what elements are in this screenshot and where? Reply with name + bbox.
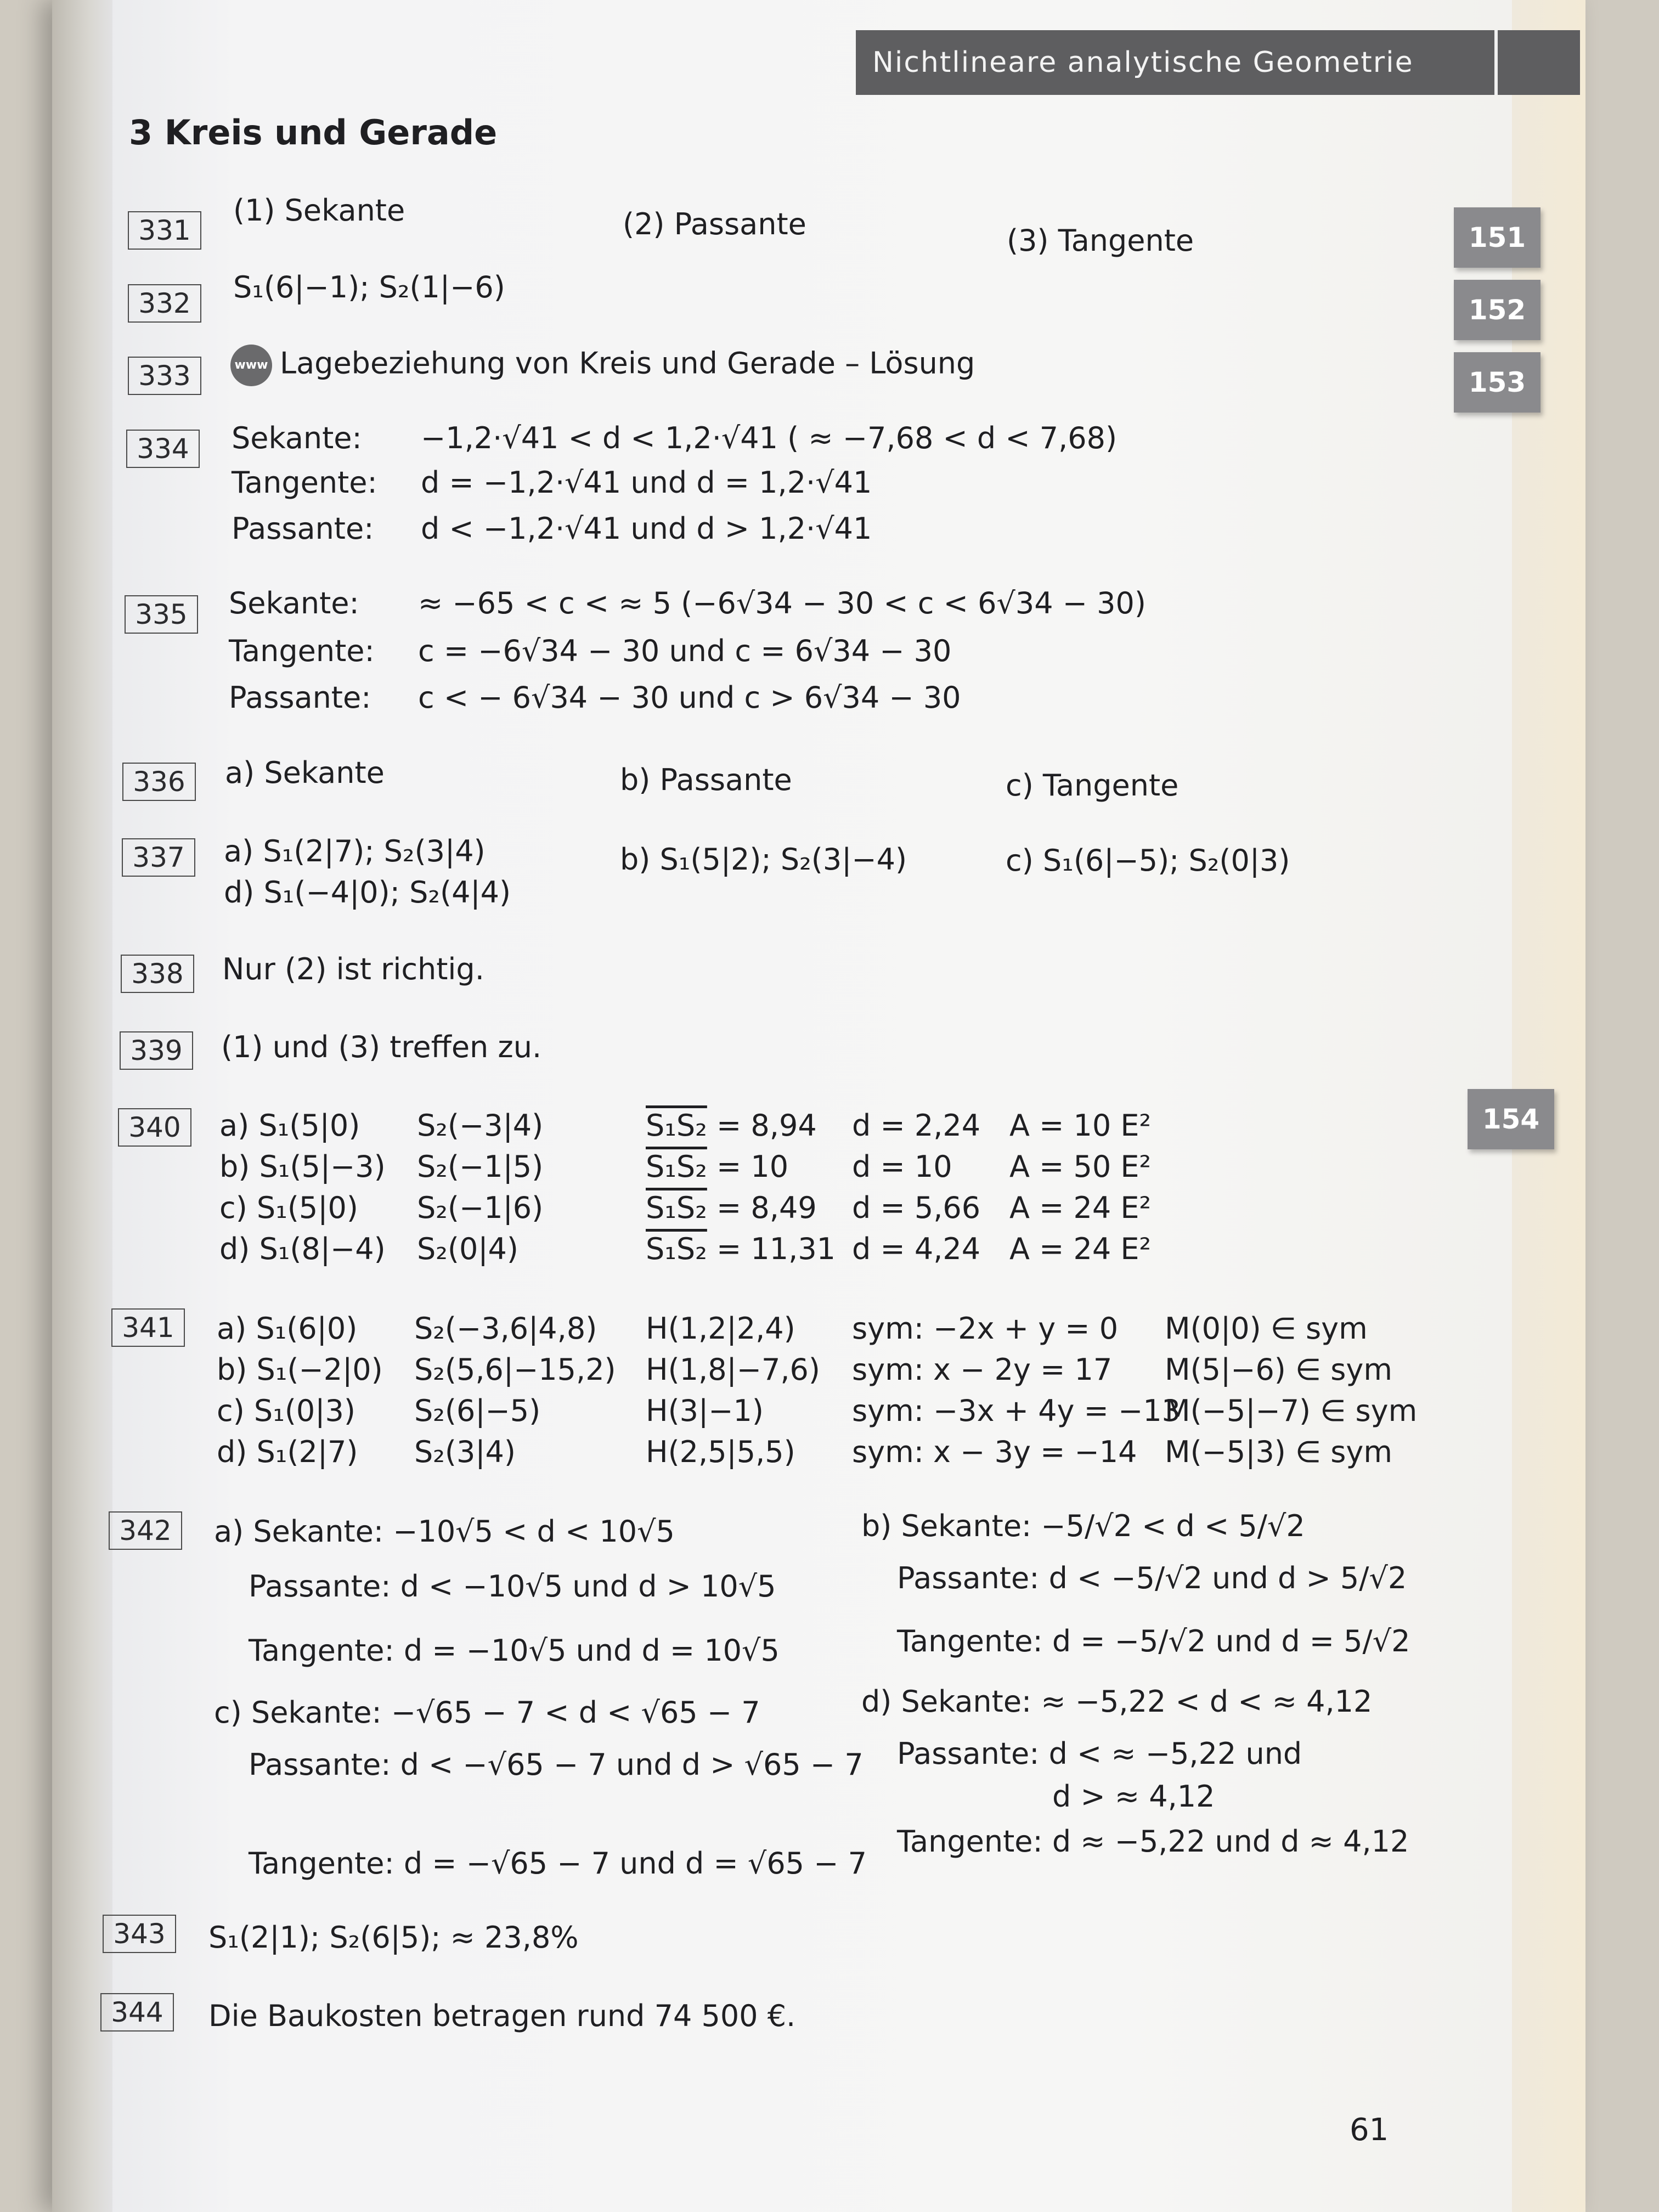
answer-text: Tangente: d = −√65 − 7 und d = √65 − 7 — [249, 1846, 867, 1881]
answer-text: d) Sekante: ≈ −5,22 < d < ≈ 4,12 — [861, 1684, 1373, 1719]
answer-text: a) S₁(2|7); S₂(3|4) — [224, 834, 486, 868]
answer-text: b) S₁(5|2); S₂(3|−4) — [620, 842, 907, 877]
table-cell: S₂(−1|6) — [417, 1190, 544, 1225]
table-cell: sym: x − 3y = −14 — [852, 1435, 1137, 1469]
answer-text: Die Baukosten betragen rund 74 500 €. — [208, 1999, 796, 2033]
table-cell: b) S₁(5|−3) — [219, 1149, 386, 1184]
table-cell: A = 24 E² — [1009, 1190, 1152, 1225]
table-cell: A = 10 E² — [1009, 1108, 1152, 1143]
section-title: 3 Kreis und Gerade — [129, 112, 498, 153]
answer-text: Passante: d < −√65 − 7 und d > √65 − 7 — [249, 1747, 864, 1782]
table-cell: S₁S₂ = 8,49 — [646, 1190, 817, 1225]
answer-text: d > ≈ 4,12 — [1052, 1779, 1215, 1814]
answer-label: Passante: — [229, 680, 371, 715]
table-cell: a) S₁(5|0) — [219, 1108, 360, 1143]
exercise-number: 341 — [111, 1308, 185, 1347]
answer-text: Tangente: d = −10√5 und d = 10√5 — [249, 1633, 780, 1668]
table-cell: d) S₁(8|−4) — [219, 1232, 386, 1266]
answer-text: d < −1,2·√41 und d > 1,2·√41 — [421, 511, 872, 546]
table-cell: S₂(3|4) — [414, 1435, 516, 1469]
www-icon: www — [230, 345, 272, 386]
answer-text: c) Sekante: −√65 − 7 < d < √65 − 7 — [214, 1695, 760, 1730]
table-cell: a) S₁(6|0) — [217, 1311, 358, 1346]
table-cell: c) S₁(5|0) — [219, 1190, 358, 1225]
answer-text: a) Sekante — [225, 755, 385, 790]
table-cell: sym: −2x + y = 0 — [852, 1311, 1119, 1346]
exercise-number: 344 — [100, 1993, 174, 2032]
table-cell: S₂(−1|5) — [417, 1149, 544, 1184]
answer-text: (1) und (3) treffen zu. — [221, 1030, 542, 1064]
table-cell: H(2,5|5,5) — [646, 1435, 795, 1469]
answer-text: a) Sekante: −10√5 < d < 10√5 — [214, 1514, 675, 1549]
answer-text: (3) Tangente — [1007, 223, 1194, 258]
segment-label: S₁S₂ — [646, 1108, 707, 1143]
table-cell: S₁S₂ = 8,94 — [646, 1108, 817, 1143]
table-cell: d) S₁(2|7) — [217, 1435, 358, 1469]
answer-text: c < − 6√34 − 30 und c > 6√34 − 30 — [418, 680, 961, 715]
answer-text: ≈ −65 < c < ≈ 5 (−6√34 − 30 < c < 6√34 − 30) — [418, 586, 1146, 620]
answer-text: S₁(6|−1); S₂(1|−6) — [233, 270, 505, 304]
table-cell: S₂(−3|4) — [417, 1108, 544, 1143]
answer-text: b) Sekante: −5/√2 < d < 5/√2 — [861, 1509, 1305, 1543]
answer-label: Sekante: — [229, 586, 359, 620]
table-cell: c) S₁(0|3) — [217, 1393, 356, 1428]
book-page — [52, 0, 1585, 2212]
chapter-header — [856, 30, 1580, 95]
segment-label: S₁S₂ — [646, 1232, 707, 1266]
exercise-number: 339 — [120, 1031, 193, 1070]
exercise-number: 334 — [126, 430, 200, 468]
table-cell: d = 10 — [852, 1149, 952, 1184]
exercise-number: 332 — [128, 284, 201, 323]
exercise-number: 342 — [109, 1511, 182, 1550]
table-cell: H(1,2|2,4) — [646, 1311, 795, 1346]
exercise-number: 331 — [128, 211, 201, 250]
exercise-number: 338 — [121, 955, 194, 993]
chapter-title: Nichtlineare analytische Geometrie — [872, 46, 1414, 79]
answer-text: (2) Passante — [623, 207, 806, 241]
table-cell: S₂(6|−5) — [414, 1393, 541, 1428]
answer-label: Tangente: — [229, 634, 375, 668]
answer-label: Tangente: — [232, 465, 377, 500]
page-tab-151: 151 — [1454, 207, 1541, 268]
exercise-number: 335 — [125, 595, 198, 634]
answer-text: b) Passante — [620, 763, 792, 797]
answer-text: Lagebeziehung von Kreis und Gerade – Lösung — [280, 346, 975, 381]
table-cell: S₂(5,6|−15,2) — [414, 1352, 616, 1387]
table-cell: b) S₁(−2|0) — [217, 1352, 383, 1387]
table-cell: H(1,8|−7,6) — [646, 1352, 820, 1387]
answer-text: Passante: d < ≈ −5,22 und — [897, 1736, 1302, 1771]
answer-label: Passante: — [232, 511, 374, 546]
table-cell: S₁S₂ = 10 — [646, 1149, 789, 1184]
answer-text: c) Tangente — [1006, 768, 1179, 803]
table-cell: M(−5|3) ∈ sym — [1165, 1435, 1392, 1469]
answer-label: Sekante: — [232, 421, 362, 455]
table-cell: M(0|0) ∈ sym — [1165, 1311, 1368, 1346]
answer-text: c = −6√34 − 30 und c = 6√34 − 30 — [418, 634, 952, 668]
table-cell: d = 5,66 — [852, 1190, 981, 1225]
table-cell: S₂(−3,6|4,8) — [414, 1311, 597, 1346]
table-cell: M(5|−6) ∈ sym — [1165, 1352, 1392, 1387]
answer-text: d) S₁(−4|0); S₂(4|4) — [224, 875, 511, 910]
table-cell: d = 2,24 — [852, 1108, 981, 1143]
exercise-number: 336 — [122, 763, 196, 801]
table-cell: M(−5|−7) ∈ sym — [1165, 1393, 1418, 1428]
table-cell: S₂(0|4) — [417, 1232, 518, 1266]
answer-text: Tangente: d ≈ −5,22 und d ≈ 4,12 — [897, 1824, 1409, 1859]
table-cell: H(3|−1) — [646, 1393, 764, 1428]
table-cell: d = 4,24 — [852, 1232, 981, 1266]
table-cell: A = 50 E² — [1009, 1149, 1152, 1184]
answer-text: c) S₁(6|−5); S₂(0|3) — [1006, 843, 1290, 878]
answer-text: Passante: d < −10√5 und d > 10√5 — [249, 1569, 776, 1604]
answer-text: Passante: d < −5/√2 und d > 5/√2 — [897, 1561, 1407, 1595]
answer-text: S₁(2|1); S₂(6|5); ≈ 23,8% — [208, 1920, 579, 1955]
answer-text: −1,2·√41 < d < 1,2·√41 ( ≈ −7,68 < d < 7,68) — [421, 421, 1118, 455]
answer-text: Nur (2) ist richtig. — [222, 952, 484, 986]
page-tab-153: 153 — [1454, 352, 1541, 413]
segment-label: S₁S₂ — [646, 1190, 707, 1225]
segment-label: S₁S₂ — [646, 1149, 707, 1184]
exercise-number: 337 — [122, 838, 195, 877]
page-number: 61 — [1350, 2112, 1389, 2148]
answer-text: d = −1,2·√41 und d = 1,2·√41 — [421, 465, 872, 500]
table-cell: S₁S₂ = 11,31 — [646, 1232, 836, 1266]
page-tab-152: 152 — [1454, 280, 1541, 340]
exercise-number: 343 — [103, 1915, 176, 1953]
page-spine-shadow — [52, 0, 112, 2212]
answer-line — [230, 345, 975, 386]
table-cell: A = 24 E² — [1009, 1232, 1152, 1266]
answer-text: (1) Sekante — [233, 193, 405, 228]
table-cell: sym: −3x + 4y = −13 — [852, 1393, 1181, 1428]
table-cell: sym: x − 2y = 17 — [852, 1352, 1113, 1387]
exercise-number: 340 — [118, 1108, 191, 1147]
exercise-number: 333 — [128, 357, 201, 395]
answer-text: Tangente: d = −5/√2 und d = 5/√2 — [897, 1624, 1410, 1658]
page-tab-154: 154 — [1468, 1089, 1554, 1149]
